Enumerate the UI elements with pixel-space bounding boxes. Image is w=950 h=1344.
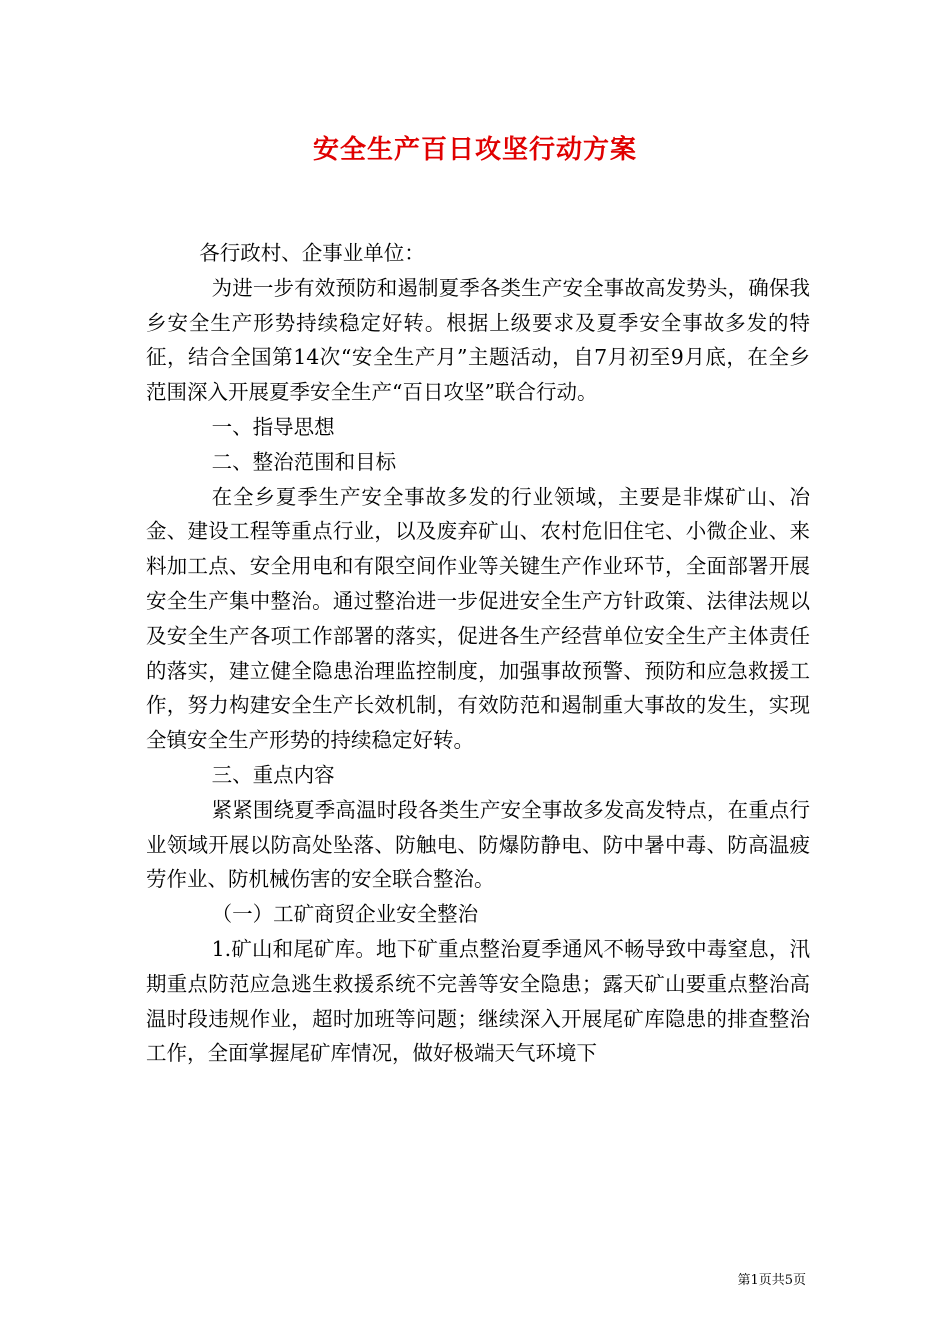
document-body	[146, 236, 810, 1071]
paragraph-mines-tailings: 1.矿山和尾矿库。地下矿重点整治夏季通风不畅导致中毒窒息，汛期重点防范应急逃生救援系统不完善等安全隐患；露天矿山要重点整治高温时段违规作业，超时加班等问题；继续深入开展尾矿库隐患的排查整治工作，全面掌握尾矿库情况，做好极端天气环境下	[146, 936, 810, 1066]
heading-guiding-thought: 一、指导思想	[211, 414, 335, 439]
salutation: 各行政村、企事业单位：	[199, 241, 425, 265]
heading-scope-goals: 二、整治范围和目标	[211, 449, 397, 474]
document-title: 安全生产百日攻坚行动方案	[312, 135, 637, 165]
subheading-industrial-safety: （一）工矿商贸企业安全整治	[211, 902, 479, 927]
paragraph-scope: 在全乡夏季生产安全事故多发的行业领域，主要是非煤矿山、冶金、建设工程等重点行业，以及废弃矿山、农村危旧住宅、小微企业、来料加工点、安全用电和有限空间作业等关键生产作业环节，全面部署开展安全生产集中整治。通过整治进一步促进安全生产方针政策、法律法规以及安全生产各项工作部署的落实，促进各生产经营单位安全生产主体责任的落实，建立健全隐患治理监控制度，加强事故预警、预防和应急救援工作，努力构建安全生产长效机制，有效防范和遏制重大事故的发生，实现全镇安全生产形势的持续稳定好转。	[146, 484, 810, 753]
heading-key-content: 三、重点内容	[211, 762, 335, 787]
paragraph-focus: 紧紧围绕夏季高温时段各类生产安全事故多发高发特点，在重点行业领域开展以防高处坠落、防触电、防爆防静电、防中暑中毒、防高温疲劳作业、防机械伤害的安全联合整治。	[146, 797, 810, 892]
page-number-footer: 第1页共5页	[737, 1273, 806, 1288]
paragraph-intro: 为进一步有效预防和遏制夏季各类生产安全事故高发势头，确保我乡安全生产形势持续稳定好转。根据上级要求及夏季安全事故多发的特征，结合全国第14次“安全生产月”主题活动，自7月初至9月底，在全乡范围深入开展夏季安全生产“百日攻坚”联合行动。	[146, 275, 810, 405]
